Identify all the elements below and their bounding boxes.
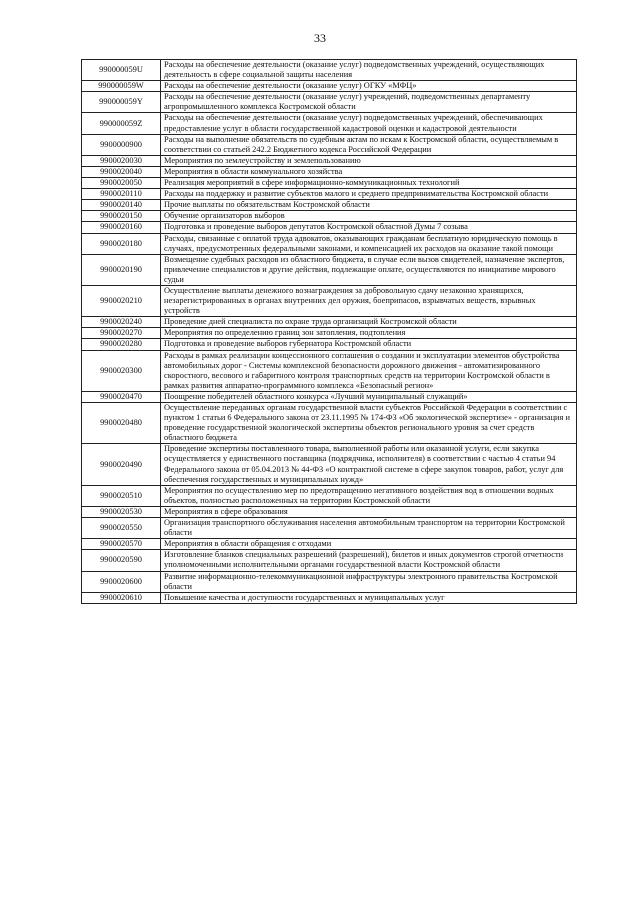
- budget-description-cell: Возмещение судебных расходов из областного бюджета, в случае если вызов свидетелей, назначение экспертов, привлечение специалистов и другие действия, подлежащие оплате, осуществляются по инициативе мирового судьи: [161, 254, 577, 285]
- table-row: [82, 317, 577, 328]
- budget-code-cell: 9900020110: [82, 189, 161, 200]
- budget-code-cell: 9900020050: [82, 178, 161, 189]
- table-row: [82, 592, 577, 603]
- budget-code-cell: 9900020280: [82, 339, 161, 350]
- table-row: [82, 403, 577, 444]
- budget-description-cell: Расходы на поддержку и развитие субъектов малого и среднего предпринимательства Костромской области: [161, 189, 577, 200]
- budget-code-cell: 9900020150: [82, 211, 161, 222]
- table-row: [82, 391, 577, 402]
- budget-description-cell: Проведение дней специалиста по охране труда организаций Костромской области: [161, 317, 577, 328]
- budget-description-cell: Обучение организаторов выборов: [161, 211, 577, 222]
- table-row: [82, 328, 577, 339]
- table-row: [82, 550, 577, 571]
- budget-code-cell: 990000059W: [82, 81, 161, 92]
- table-row: [82, 222, 577, 233]
- budget-codes-table: [81, 59, 577, 604]
- budget-code-cell: 9900020160: [82, 222, 161, 233]
- budget-code-cell: 9900020040: [82, 166, 161, 177]
- budget-code-cell: 9900020590: [82, 550, 161, 571]
- budget-description-cell: Проведение экспертизы поставленного товара, выполненной работы или оказанной услуги, если закупка осуществляется у единственного поставщика (подрядчика, исполнителя) в соответствии с частью 4 статьи 94 Федерального закона от 05.04.2013 № 44-ФЗ «О контрактной системе в сфере закупок товаров, работ, услуг для обеспечения государственных и муниципальных нужд»: [161, 444, 577, 485]
- budget-description-cell: Изготовление бланков специальных разрешений (разрешений), билетов и иных документов строгой отчетности уполномоченными исполнительными органами государственной власти Костромской области: [161, 550, 577, 571]
- budget-code-cell: 9900020240: [82, 317, 161, 328]
- budget-code-cell: 990000059Y: [82, 92, 161, 113]
- table-row: [82, 233, 577, 254]
- budget-description-cell: Расходы на обеспечение деятельности (оказание услуг) ОГКУ «МФЦ»: [161, 81, 577, 92]
- budget-description-cell: Расходы, связанные с оплатой труда адвокатов, оказывающих гражданам бесплатную юридическую помощь в случаях, предусмотренных федеральными законами, и компенсацией их расходов на оказание такой помощи: [161, 233, 577, 254]
- budget-code-cell: 9900020190: [82, 254, 161, 285]
- table-row: [82, 285, 577, 316]
- budget-description-cell: Мероприятия в области обращения с отходами: [161, 539, 577, 550]
- budget-description-cell: Расходы в рамках реализации концессионного соглашения о создании и эксплуатации элементов обустройства автомобильных дорог - Системы комплексной безопасности дорожного движения - автоматизированного скоростного, весового и габаритного контроля транспортных средств на территории Костромской области в рамках развития аппаратно-программного комплекса «Безопасный регион»: [161, 350, 577, 391]
- table-row: [82, 539, 577, 550]
- budget-description-cell: Мероприятия по землеустройству и землепользованию: [161, 155, 577, 166]
- budget-code-cell: 9900020610: [82, 592, 161, 603]
- budget-codes-body: [82, 60, 577, 604]
- budget-code-cell: 9900020530: [82, 506, 161, 517]
- budget-code-cell: 9900020490: [82, 444, 161, 485]
- table-row: [82, 506, 577, 517]
- budget-description-cell: Расходы на обеспечение деятельности (оказание услуг) учреждений, подведомственных департаменту агропромышленного комплекса Костромской области: [161, 92, 577, 113]
- budget-code-cell: 9900020470: [82, 391, 161, 402]
- table-row: [82, 350, 577, 391]
- budget-description-cell: Мероприятия по осуществлению мер по предотвращению негативного воздействия вод в отношении водных объектов, полностью расположенных на территории Костромской области: [161, 485, 577, 506]
- table-row: [82, 92, 577, 113]
- table-row: [82, 113, 577, 134]
- budget-description-cell: Мероприятия в сфере образования: [161, 506, 577, 517]
- budget-description-cell: Расходы на обеспечение деятельности (оказание услуг) подведомственных учреждений, осуществляющих деятельность в сфере социальной защиты населения: [161, 60, 577, 81]
- table-row: [82, 211, 577, 222]
- budget-code-cell: 9900020300: [82, 350, 161, 391]
- budget-description-cell: Мероприятия в области коммунального хозяйства: [161, 166, 577, 177]
- table-row: [82, 339, 577, 350]
- table-row: [82, 155, 577, 166]
- budget-code-cell: 9900020550: [82, 518, 161, 539]
- table-row: [82, 485, 577, 506]
- budget-description-cell: Развитие информационно-телекоммуникационной инфраструктуры электронного правительства Костромской области: [161, 571, 577, 592]
- budget-code-cell: 9900000900: [82, 134, 161, 155]
- budget-description-cell: Мероприятия по определению границ зон затопления, подтопления: [161, 328, 577, 339]
- budget-code-cell: 9900020510: [82, 485, 161, 506]
- budget-code-cell: 9900020210: [82, 285, 161, 316]
- budget-code-cell: 9900020030: [82, 155, 161, 166]
- budget-description-cell: Прочие выплаты по обязательствам Костромской области: [161, 200, 577, 211]
- table-row: [82, 134, 577, 155]
- budget-description-cell: Расходы на обеспечение деятельности (оказание услуг) подведомственных учреждений, обеспечивающих предоставление услуг в области государственной кадастровой оценки и кадастровой деятельности: [161, 113, 577, 134]
- budget-description-cell: Повышение качества и доступности государственных и муниципальных услуг: [161, 592, 577, 603]
- budget-description-cell: Подготовка и проведение выборов губернатора Костромской области: [161, 339, 577, 350]
- table-row: [82, 444, 577, 485]
- table-row: [82, 166, 577, 177]
- budget-description-cell: Подготовка и проведение выборов депутатов Костромской областной Думы 7 созыва: [161, 222, 577, 233]
- table-row: [82, 189, 577, 200]
- budget-description-cell: Осуществление выплаты денежного вознаграждения за добровольную сдачу незаконно хранящихся, незарегистрированных в органах внутренних дел оружия, боеприпасов, взрывчатых веществ, взрывных устройств: [161, 285, 577, 316]
- table-row: [82, 200, 577, 211]
- budget-description-cell: Расходы на выполнение обязательств по судебным актам по искам к Костромской области, осуществляемым в соответствии со статьей 242.2 Бюджетного кодекса Российской Федерации: [161, 134, 577, 155]
- table-row: [82, 178, 577, 189]
- budget-description-cell: Организация транспортного обслуживания населения автомобильным транспортом на территории Костромской области: [161, 518, 577, 539]
- budget-code-cell: 9900020570: [82, 539, 161, 550]
- table-row: [82, 518, 577, 539]
- page-number: 33: [314, 31, 326, 45]
- budget-description-cell: Реализация мероприятий в сфере информационно-коммуникационных технологий: [161, 178, 577, 189]
- table-row: [82, 254, 577, 285]
- budget-code-cell: 9900020270: [82, 328, 161, 339]
- budget-description-cell: Поощрение победителей областного конкурса «Лучший муниципальный служащий»: [161, 391, 577, 402]
- budget-code-cell: 990000059U: [82, 60, 161, 81]
- budget-description-cell: Осуществление переданных органам государственной власти субъектов Российской Федерации в соответствии с пунктом 1 статьи 6 Федерального закона от 23.11.1995 № 174-ФЗ «Об экологической экспертизе» - организация и проведение государственной экологической экспертизы объектов регионального уровня за счет средств областного бюджета: [161, 403, 577, 444]
- budget-code-cell: 990000059Z: [82, 113, 161, 134]
- table-row: [82, 81, 577, 92]
- budget-code-cell: 9900020600: [82, 571, 161, 592]
- table-row: [82, 60, 577, 81]
- budget-code-cell: 9900020180: [82, 233, 161, 254]
- budget-code-cell: 9900020480: [82, 403, 161, 444]
- budget-code-cell: 9900020140: [82, 200, 161, 211]
- table-row: [82, 571, 577, 592]
